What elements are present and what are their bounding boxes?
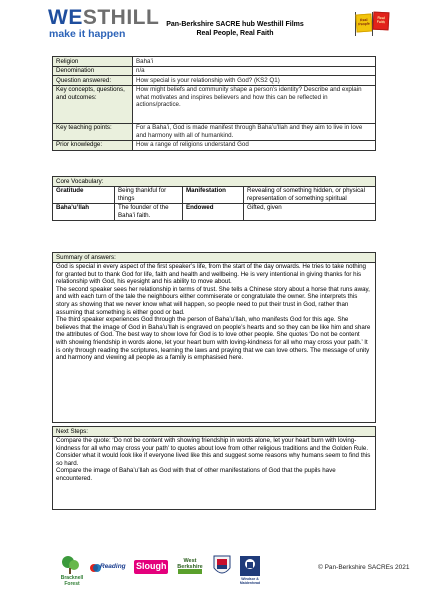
reading-label: Reading [100,563,126,570]
row-label: Key teaching points: [53,123,133,140]
vocabulary-table [52,176,376,221]
next-steps-paragraph: Consider what it would look like if everyone lived like this and suggest some reasons why humans seem to find this so hard. [56,452,371,467]
crest-logo [214,556,230,573]
vocab-term: Endowed [183,203,244,220]
table-row [53,140,376,150]
table-row [53,123,376,140]
bracknell-forest-label: Bracknell Forest [60,575,84,587]
partner-logos [58,552,298,588]
info-table [52,56,376,151]
next-steps-box [52,426,376,510]
vocab-definition: Revealing of something hidden, or physical representation of something spiritual [244,186,376,203]
table-row [53,203,376,220]
row-value: Baha’i [133,57,376,67]
slough-label: Slough [136,561,167,571]
next-steps-body [53,437,375,485]
logo-wordmark-we: WE [48,6,83,29]
bracknell-forest-logo [62,556,79,574]
vocab-definition: Gifted, given [244,203,376,220]
flag1-text: Real People [358,17,370,27]
vocab-term: Baha’u’llah [53,203,115,220]
next-steps-paragraph: Compare the image of Baha’u’llah as God with that of other manifestations of God that the pupils have encountered. [56,467,336,483]
summary-paragraph: The third speaker experiences God through the person of Baha’u’llah, who manifests God for this age. She believes that the image of God in Baha’u’llah is engraved on people’s hearts and so they can be like him and share the attributes of God. The best way to show love for God is to love other people. She quotes ‘Do not be content with showing friendship in words alone, let your heart burn with loving-kindness for all who may cross your path.’ It is only through reading the scriptures, learning the laws and praying that we can love others. The message of unity and harmony and viewing all people as a family is emphasised here. [56,316,371,362]
summary-of-answers-box [52,252,376,423]
row-label: Denomination [53,66,133,76]
summary-paragraph: God is special in every aspect of the first speaker’s life, from the start of the day onwards. He tries to take nothing for granted but to thank God for life, faith and health and wellbeing. He is very intentional in giving thanks for his relationship with God, his eyesight and his ability to move about. [56,263,366,286]
real-people-real-faith-flags-logo [356,10,392,38]
row-value: How a range of religions understand God [133,140,376,150]
table-row [53,66,376,76]
row-value: n/a [133,66,376,76]
vocabulary-heading: Core Vocabulary: [53,177,376,187]
row-label: Question answered: [53,76,133,86]
windsor-maidenhead-label: Windsor & Maidenhead [239,577,261,585]
vocab-definition: Being thankful for things [115,186,183,203]
row-label: Key concepts, questions, and outcomes: [53,85,133,123]
header-line-1: Pan-Berkshire SACRE hub Westhill Films [166,21,304,28]
vocab-term: Gratitude [53,186,115,203]
table-row [53,85,376,123]
row-value: For a Baha’i, God is made manifest through Baha’u’llah and they aim to live in love and harmony with all of humankind. [133,123,376,140]
next-steps-paragraph: Compare the quote: ‘Do not be content with showing friendship in words alone, let your heart burn with loving-kindness for all who may cross your path’ to quotes about love from other religious traditions and the Golden Rule. [56,437,369,452]
vocab-term: Manifestation [183,186,244,203]
flag2-text: Real Faith [376,15,386,25]
header-line-2: Real People, Real Faith [196,30,274,37]
logo-wordmark-rest: STHILL [82,6,160,29]
row-label: Religion [53,57,133,67]
table-row [53,76,376,86]
summary-paragraph: The second speaker sees her relationship in terms of trust. She tells a Chinese story about a horse that runs away, and with each turn of the tale the neighbours either commiserate or congratulate the owner. She interprets this story as showing that we never know what will happen, so people need to put their trust in God, rather than assuming that something is either good or bad. [56,285,370,316]
vocab-definition: The founder of the Baha’i faith. [115,203,183,220]
west-berkshire-label: West Berkshire [177,558,203,570]
summary-body [53,263,375,364]
copyright-text: © Pan-Berkshire SACREs 2021 [318,564,410,571]
row-value: How special is your relationship with God? (KS2 Q1) [133,76,376,86]
row-value: How might beliefs and community shape a person’s identity? Describe and explain what motivates and inspires believers and how this can be reflected in actions/practice. [133,85,376,123]
next-steps-heading: Next Steps: [53,427,375,437]
summary-heading: Summary of answers: [53,253,375,263]
table-row [53,57,376,67]
windsor-maidenhead-logo [240,556,260,576]
table-row [53,186,376,203]
flag-real-faith [373,12,390,31]
flag-real-people [355,13,372,32]
row-label: Prior knowledge: [53,140,133,150]
logo-tagline: make it happen [49,28,126,40]
table-header-row [53,177,376,187]
